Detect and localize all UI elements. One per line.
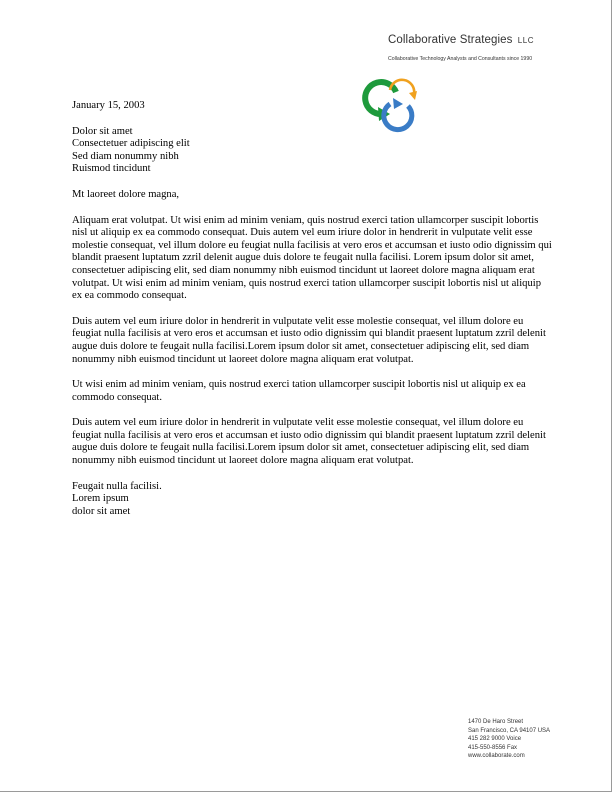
body-paragraph: Duis autem vel eum iriure dolor in hendrerit in vulputate velit esse molestie consequat, vel illum dolore eu feugiat nulla facilisis at vero eros et accumsan et iusto odio dignissim qui blandit praesent luptatum zzril delenit augue duis dolore te feugait nulla facilisi.Lorem ipsum dolor sit amet, consectetuer adipiscing elit, sed diam nonummy nibh euismod tincidunt ut laoreet dolore magna aliquam erat volutpat. (72, 417, 546, 467)
body-paragraph: Ut wisi enim ad minim veniam, quis nostrud exerci tation ullamcorper suscipit lobortis nisl ut aliquip ex ea commodo consequat. (72, 379, 526, 403)
recipient-line: Sed diam nonummy nibh (72, 150, 179, 162)
company-name-text: Collaborative Strategies (388, 34, 513, 46)
letterhead (388, 34, 534, 62)
address-fax: 415-550-8556 Fax (468, 744, 518, 751)
company-name (388, 34, 534, 46)
address-street: 1470 De Haro Street (468, 719, 524, 725)
closing-block (72, 481, 552, 519)
letter-date: January 15, 2003 (72, 100, 145, 111)
body-paragraph: Duis autem vel eum iriure dolor in hendrerit in vulputate velit esse molestie consequat, vel illum dolore eu feugiat nulla facilisis at vero eros et accumsan et iusto odio dignissim qui blandit praesent luptatum zzril delenit augue duis dolore te feugait nulla facilisi.Lorem ipsum dolor sit amet, consectetuer adipiscing elit, sed diam nonummy nibh euismod tincidunt ut laoreet dolore magna aliquam erat volutpat. (72, 315, 546, 365)
body-paragraph: Aliquam erat volutpat. Ut wisi enim ad minim veniam, quis nostrud exerci tation ullamcorper suscipit lobortis nisl ut aliquip ex ea commodo consequat. Duis autem vel eum iriure dolor in hendrerit in vulputate velit esse molestie consequat, vel illum dolore eu feugiat nulla facilisis at vero eros et accumsan et iusto odio dignissim qui blandit praesent luptatum zzril delenit augue duis dolore te feugait nulla facilisi. Lorem ipsum dolor sit amet, consectetuer adipiscing elit, sed diam nonummy nibh euismod tincidunt ut laoreet dolore magna aliquam erat volutpat. Ut wisi enim ad minim veniam, quis nostrud exerci tation ullamcorper suscipit lobortis nisl ut aliquip ex ea commodo consequat. (72, 214, 552, 302)
address-city: San Francisco, CA 94107 USA (468, 727, 551, 734)
recipient-line: Consectetuer adipiscing elit (72, 138, 190, 150)
company-suffix: LLC (517, 36, 534, 45)
recipient-line: Dolor sit amet (72, 125, 133, 137)
recipient-line: Ruismod tincidunt (72, 163, 151, 175)
footer-address (468, 718, 550, 761)
letter-body (72, 100, 552, 531)
closing-line: Lorem ipsum (72, 493, 129, 505)
address-phone: 415 282 9000 Voice (468, 736, 522, 742)
address-website: www.collaborate.com (468, 753, 525, 759)
company-tagline: Collaborative Technology Analysts and Consultants since 1990 (388, 56, 533, 62)
closing-line: dolor sit amet (72, 505, 131, 517)
closing-line: Feugait nulla facilisi. (72, 480, 162, 492)
salutation: Mt laoreet dolore magna, (72, 188, 180, 200)
recipient-block (72, 126, 552, 176)
